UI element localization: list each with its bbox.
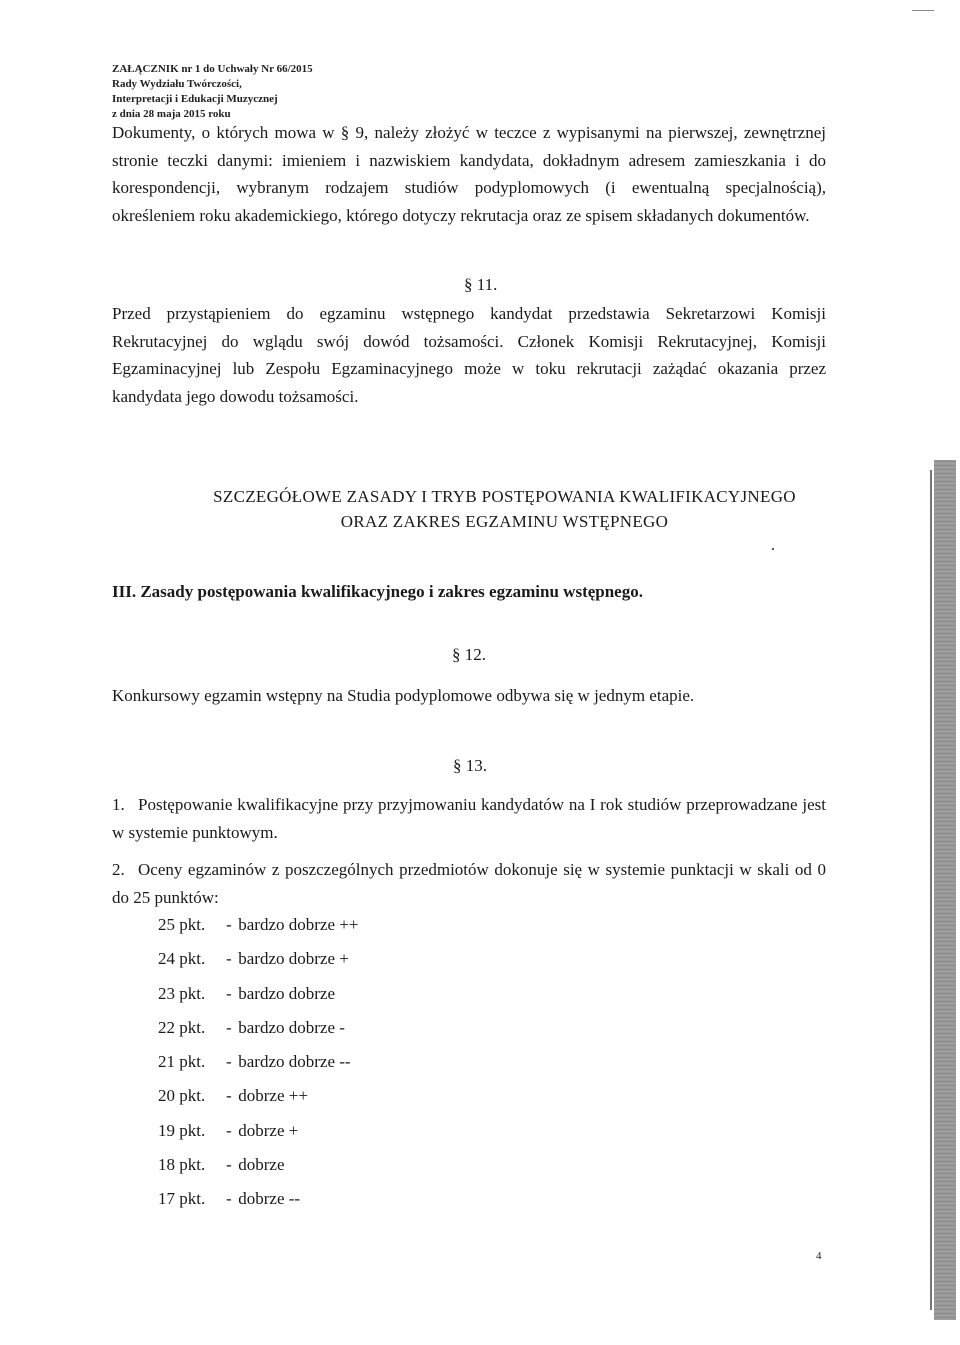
header-line-3: Interpretacji i Edukacji Muzycznej <box>112 93 278 105</box>
grade-points: 25 pkt. <box>158 915 206 934</box>
point-1-number: 1. <box>112 795 125 814</box>
grade-dash: - <box>226 1052 232 1072</box>
point-2-number: 2. <box>112 860 125 879</box>
scan-edge-line <box>930 470 932 1310</box>
grading-scale-list <box>158 908 358 1217</box>
chapter-title-line-1: SZCZEGÓŁOWE ZASADY I TRYB POSTĘPOWANIA KWALIFIKACYJNEGO <box>213 487 796 506</box>
grade-label: bardzo dobrze - <box>238 1017 345 1037</box>
grade-points: 21 pkt. <box>158 1052 206 1072</box>
chapter-title-line-2: ORAZ ZAKRES EGZAMINU WSTĘPNEGO <box>340 512 669 531</box>
grade-dash: - <box>226 949 232 969</box>
grade-row <box>158 908 358 942</box>
scan-edge-strip <box>934 460 956 1320</box>
subchapter-heading: III. Zasady postępowania kwalifikacyjnego i zakres egzaminu wstępnego. <box>112 582 643 601</box>
point-2 <box>112 856 826 911</box>
grade-row <box>158 1114 358 1148</box>
point-1-text: Postępowanie kwalifikacyjne przy przyjmowaniu kandydatów na I rok studiów przeprowadzane jest w systemie punktowym. <box>112 795 826 842</box>
point-2-text: Oceny egzaminów z poszczególnych przedmiotów dokonuje się w systemie punktacji w skali od 0 do 25 punktów: <box>112 860 826 907</box>
header-line-1: ZAŁĄCZNIK nr 1 do Uchwały Nr 66/2015 <box>112 63 313 75</box>
grade-row <box>158 1011 358 1045</box>
section-12-heading: § 12. <box>452 645 486 664</box>
page-number: 4 <box>816 1250 822 1262</box>
grade-points: 18 pkt. <box>158 1155 206 1175</box>
paragraph-exam-stage: Konkursowy egzamin wstępny na Studia podyplomowe odbywa się w jednym etapie. <box>112 686 695 705</box>
grade-dash: - <box>226 1189 232 1209</box>
grade-points: 22 pkt. <box>158 1017 206 1037</box>
grade-label: bardzo dobrze -- <box>238 1052 351 1072</box>
grade-dash: - <box>226 1120 232 1140</box>
grade-points: 19 pkt. <box>158 1120 206 1140</box>
grade-row <box>158 1182 358 1216</box>
grade-label: bardzo dobrze ++ <box>238 915 359 934</box>
grade-dash: - <box>226 1155 232 1175</box>
grade-row <box>158 1045 358 1079</box>
grade-points: 17 pkt. <box>158 1189 206 1209</box>
point-1 <box>112 791 826 846</box>
grade-dash: - <box>226 983 232 1003</box>
grade-label: dobrze -- <box>238 1189 301 1209</box>
scan-dot <box>772 548 774 550</box>
grade-label: bardzo dobrze + <box>238 949 349 969</box>
header-line-4: z dnia 28 maja 2015 roku <box>112 108 231 120</box>
grade-row <box>158 942 358 976</box>
grade-label: dobrze <box>238 1155 285 1175</box>
grade-label: dobrze ++ <box>238 1086 308 1106</box>
grade-dash: - <box>226 915 232 934</box>
grade-points: 20 pkt. <box>158 1086 206 1106</box>
grade-row <box>158 1148 358 1182</box>
scan-mark <box>912 10 934 11</box>
grade-label: dobrze + <box>238 1120 299 1140</box>
paragraph-identity: Przed przystąpieniem do egzaminu wstępnego kandydat przedstawia Sekretarzowi Komisji Rekrutacyjnej do wglądu swój dowód tożsamości. Członek Komisji Rekrutacyjnej, Komisji Egzaminacyjnej lub Zespołu Egzaminacyjnego może w toku rekrutacji zażądać okazania przez kandydata jego dowodu tożsamości. <box>112 304 826 406</box>
header-line-2: Rady Wydziału Twórczości, <box>112 78 242 90</box>
section-11-heading: § 11. <box>464 275 498 294</box>
grade-points: 23 pkt. <box>158 983 206 1003</box>
grade-row <box>158 977 358 1011</box>
grade-row <box>158 1079 358 1113</box>
attachment-header <box>112 62 313 122</box>
grade-label: bardzo dobrze <box>238 983 336 1003</box>
grade-dash: - <box>226 1086 232 1106</box>
grade-points: 24 pkt. <box>158 949 206 969</box>
chapter-title <box>112 484 897 534</box>
paragraph-documents: Dokumenty, o których mowa w § 9, należy złożyć w teczce z wypisanymi na pierwszej, zewnętrznej stronie teczki danymi: imieniem i nazwiskiem kandydata, dokładnym adresem zamieszkania i do korespondencji, wybranym rodzajem studiów podyplomowych (i ewentualną specjalnością), określeniem roku akademickiego, którego dotyczy rekrutacja oraz ze spisem składanych dokumentów. <box>112 123 826 225</box>
grade-dash: - <box>226 1017 232 1037</box>
section-13-heading: § 13. <box>453 756 487 775</box>
